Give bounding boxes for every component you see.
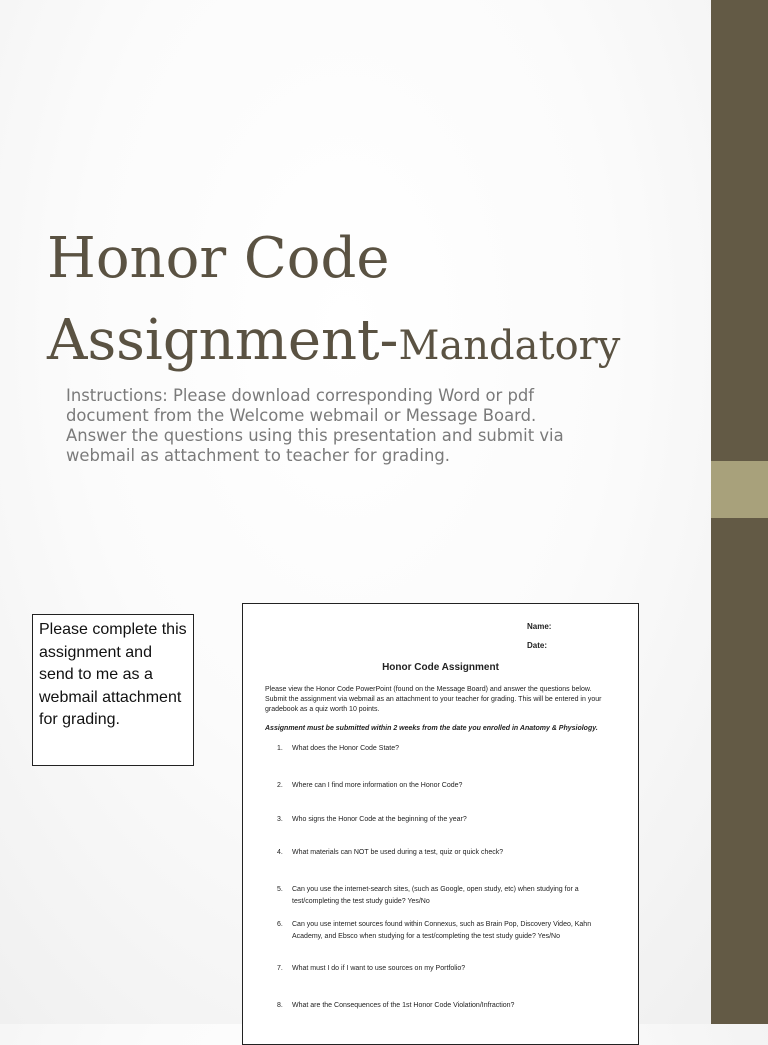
- question-text: Can you use internet sources found within Connexus, such as Brain Pop, Discovery Video, Kahn Academy, and Ebsco when studying for a test/completing the test study guide? Yes/No: [292, 921, 592, 940]
- question-text: What does the Honor Code State?: [292, 745, 400, 752]
- question-item: [277, 743, 607, 755]
- question-number: 4.: [277, 849, 283, 856]
- question-number: 5.: [277, 886, 283, 893]
- document-deadline: Assignment must be submitted within 2 weeks from the date you enrolled in Anatomy & Physiology.: [265, 725, 598, 732]
- name-label: Name:: [527, 622, 552, 631]
- instructions-text: Instructions: Please download corresponding Word or pdf document from the Welcome webmail or Message Board. Answer the questions using this presentation and submit via webmail as attachment to teacher for grading.: [66, 386, 564, 465]
- question-number: 1.: [277, 745, 283, 752]
- question-text: What are the Consequences of the 1st Honor Code Violation/Infraction?: [292, 1002, 515, 1009]
- title-line-2-main: Assignment-: [47, 308, 399, 373]
- title-line-2-suffix: Mandatory: [398, 323, 621, 369]
- question-number: 7.: [277, 965, 283, 972]
- question-text: Where can I find more information on the Honor Code?: [292, 782, 463, 789]
- question-text: What materials can NOT be used during a test, quiz or quick check?: [292, 849, 504, 856]
- question-text: What must I do if I want to use sources on my Portfolio?: [292, 965, 466, 972]
- decorative-side-accent: [711, 461, 768, 518]
- document-intro: Please view the Honor Code PowerPoint (found on the Message Board) and answer the questions below. Submit the assignment via webmail as an attachment to your teacher for grading. This will be entered in your gradebook as a quiz worth 10 points.: [265, 686, 602, 713]
- question-item: [277, 1000, 607, 1012]
- note-box: Please complete this assignment and send to me as a webmail attachment for grading.: [32, 614, 194, 766]
- question-item: [277, 814, 607, 826]
- question-number: 3.: [277, 816, 283, 823]
- document-preview: [242, 603, 639, 1045]
- question-item: [277, 884, 607, 908]
- question-item: [277, 919, 607, 943]
- date-label: Date:: [527, 641, 548, 650]
- question-number: 6.: [277, 921, 283, 928]
- question-text: Who signs the Honor Code at the beginning of the year?: [292, 816, 467, 823]
- document-title: Honor Code Assignment: [382, 662, 499, 673]
- title-line-1: Honor Code: [47, 226, 390, 291]
- question-item: [277, 780, 607, 792]
- question-item: [277, 847, 607, 859]
- question-item: [277, 963, 607, 975]
- question-number: 2.: [277, 782, 283, 789]
- slide-title: [47, 218, 620, 387]
- question-number: 8.: [277, 1002, 283, 1009]
- question-text: Can you use the internet-search sites, (such as Google, open study, etc) when studying for a test/completing the test study guide? Yes/No: [292, 886, 579, 905]
